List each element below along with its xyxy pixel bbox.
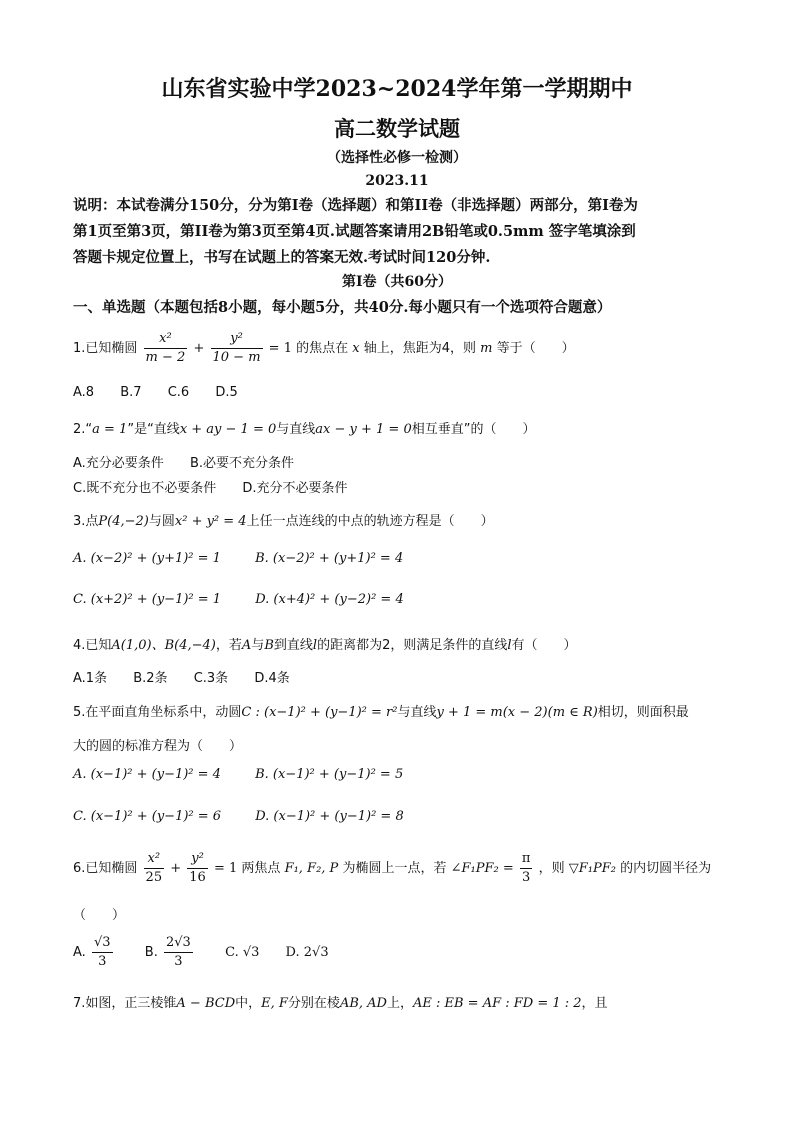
q4-point-a: A bbox=[241, 638, 252, 653]
q6-pi-fraction bbox=[520, 850, 533, 887]
q6-equals: = 1 bbox=[213, 861, 238, 876]
q6-stem-end: 的内切圆半径为 bbox=[620, 861, 712, 876]
q3-point: P(4,−2) bbox=[98, 514, 149, 529]
section-one-heading: 一、单选题（本题包括8小题，每小题5分，共40分.每小题只有一个选项符合题意） bbox=[73, 299, 612, 316]
q4-point-b: B bbox=[264, 638, 274, 653]
q1-numerator-1: x² bbox=[144, 330, 188, 349]
instructions-line-2: 第1页至第3页，第II卷为第3页至第4页.试题答案请用2B铅笔或0.5mm 签字笔填涂到 bbox=[73, 223, 636, 240]
q6-stem-line-2: （ ） bbox=[73, 908, 126, 923]
q1-option-a: A.8 bbox=[73, 385, 95, 400]
q1-plus: + bbox=[193, 341, 205, 356]
q6-stem-mid-3: ，则 bbox=[538, 861, 565, 876]
q3-stem-mid: 与圆 bbox=[148, 514, 175, 529]
q3-option-b: B. (x−2)² + (y+1)² = 4 bbox=[255, 551, 404, 566]
q7-stem-mid: 中， bbox=[235, 996, 262, 1011]
instructions bbox=[73, 193, 723, 271]
q5-option-d: D. (x−1)² + (y−1)² = 8 bbox=[255, 809, 404, 824]
question-4 bbox=[73, 634, 577, 653]
question-1 bbox=[73, 330, 575, 367]
q6-option-b-fraction bbox=[164, 934, 193, 971]
q4-stem-end: 有（ ） bbox=[511, 638, 577, 653]
q6-angle: ∠F₁PF₂ = bbox=[450, 861, 514, 876]
q6-option-c: C. √3 bbox=[225, 945, 260, 960]
q3-circle: x² + y² = 4 bbox=[174, 514, 247, 529]
q7-points-ef: E, F bbox=[261, 996, 288, 1011]
q6-option-a-label: A. bbox=[73, 945, 86, 960]
q6-stem-mid-2: 为椭圆上一点，若 bbox=[342, 861, 447, 876]
exam-subtitle: （选择性必修一检测） bbox=[327, 150, 467, 166]
question-5 bbox=[73, 701, 689, 720]
q2-options-row-2 bbox=[73, 477, 370, 496]
q7-stem-end: ，且 bbox=[581, 996, 608, 1011]
q1-stem-mid-2: 轴上，焦距为4，则 bbox=[363, 341, 477, 356]
q6-option-b-numerator: 2√3 bbox=[164, 934, 193, 953]
q4-stem-mid: ，若 bbox=[215, 638, 242, 653]
q6-stem-start: 6.已知椭圆 bbox=[73, 861, 138, 876]
q7-stem-mid-2: 分别在棱 bbox=[287, 996, 340, 1011]
q6-denominator-1: 25 bbox=[145, 870, 163, 885]
q4-line-l-2: l bbox=[507, 638, 512, 653]
q6-numerator-2: y² bbox=[187, 850, 208, 869]
q3-option-a: A. (x−2)² + (y+1)² = 1 bbox=[73, 551, 221, 566]
q2-options-row-1 bbox=[73, 452, 316, 471]
q3-option-c: C. (x+2)² + (y−1)² = 1 bbox=[73, 592, 222, 607]
q2-line-1: x + ay − 1 = 0 bbox=[179, 422, 277, 437]
q3-option-d: D. (x+4)² + (y−2)² = 4 bbox=[255, 592, 404, 607]
q1-var-x: x bbox=[352, 341, 360, 356]
q2-stem-start: 2.“ bbox=[73, 422, 93, 437]
q6-fraction-2 bbox=[187, 850, 208, 887]
part-one-heading: 第I卷（共60分） bbox=[341, 274, 453, 290]
q3-stem-start: 3.点 bbox=[73, 514, 99, 529]
q6-option-b-label: B. bbox=[144, 945, 158, 960]
exam-date: 2023.11 bbox=[365, 173, 429, 189]
q4-option-a: A.1条 bbox=[73, 671, 108, 686]
q1-denominator-1: m − 2 bbox=[145, 350, 186, 365]
q4-stem-mid-4: 的距离都为2，则满足条件的直线 bbox=[317, 638, 508, 653]
q2-condition: a = 1 bbox=[92, 422, 128, 437]
q7-solid: A − BCD bbox=[176, 996, 236, 1011]
q2-option-d: D.充分不必要条件 bbox=[242, 481, 348, 496]
exam-subject: 高二数学试题 bbox=[334, 116, 460, 141]
q2-stem-mid-2: 与直线 bbox=[276, 422, 316, 437]
q3-stem-end: 上任一点连线的中点的轨迹方程是（ ） bbox=[246, 514, 494, 529]
q5-stem-line-2: 大的圆的标准方程为（ ） bbox=[73, 739, 243, 754]
q5-options-row-2 bbox=[73, 809, 426, 824]
q7-stem-start: 7.如图，正三棱锥 bbox=[73, 996, 177, 1011]
q6-pi-numerator: π bbox=[520, 850, 533, 869]
q6-denominator-2: 16 bbox=[189, 870, 206, 885]
q1-fraction-2 bbox=[211, 330, 263, 367]
q6-options bbox=[73, 934, 329, 971]
exam-title: 山东省实验中学2023~2024学年第一学期期中 bbox=[161, 76, 633, 102]
q1-numerator-2: y² bbox=[211, 330, 263, 349]
q1-fraction-1 bbox=[144, 330, 188, 367]
q6-option-b-denominator: 3 bbox=[174, 954, 183, 969]
q2-stem-end: 相互垂直”的（ ） bbox=[411, 422, 536, 437]
q1-stem-mid: 的焦点在 bbox=[296, 341, 349, 356]
q2-stem-mid: ”是“直线 bbox=[127, 422, 180, 437]
q1-option-c: C.6 bbox=[167, 385, 190, 400]
q6-option-a-numerator: √3 bbox=[92, 934, 113, 953]
q1-stem-start: 1.已知椭圆 bbox=[73, 341, 138, 356]
q4-option-b: B.2条 bbox=[133, 671, 168, 686]
question-3 bbox=[73, 510, 494, 529]
q5-stem-end: 相切，则面积最 bbox=[597, 705, 689, 720]
q5-option-b: B. (x−1)² + (y−1)² = 5 bbox=[255, 767, 404, 782]
q6-pi-denominator: 3 bbox=[522, 870, 531, 885]
q2-option-a: A.充分必要条件 bbox=[73, 456, 164, 471]
q6-foci: F₁, F₂, P bbox=[284, 861, 339, 876]
q4-stem-mid-2: 与 bbox=[251, 638, 265, 653]
q3-options-row-2 bbox=[73, 592, 426, 607]
q5-option-c: C. (x−1)² + (y−1)² = 6 bbox=[73, 809, 222, 824]
q2-option-c: C.既不充分也不必要条件 bbox=[73, 481, 217, 496]
q1-options bbox=[73, 385, 260, 400]
q6-plus: + bbox=[170, 861, 182, 876]
q2-line-2: ax − y + 1 = 0 bbox=[315, 422, 412, 437]
question-6 bbox=[73, 850, 711, 887]
q4-stem-start: 4.已知 bbox=[73, 638, 112, 653]
instructions-line-3: 答题卡规定位置上，书写在试题上的答案无效.考试时间120分钟. bbox=[73, 249, 491, 266]
q3-options-row-1 bbox=[73, 551, 425, 566]
q7-stem-mid-3: 上， bbox=[386, 996, 413, 1011]
q6-numerator-1: x² bbox=[144, 850, 165, 869]
q4-option-c: C.3条 bbox=[193, 671, 229, 686]
q1-option-d: D.5 bbox=[215, 385, 238, 400]
instructions-line-1: 说明：本试卷满分150分，分为第I卷（选择题）和第II卷（非选择题）两部分，第I卷为 bbox=[73, 197, 638, 214]
q1-var-m: m bbox=[480, 341, 493, 356]
q6-fraction-1 bbox=[144, 850, 165, 887]
q4-options bbox=[73, 667, 312, 686]
question-2 bbox=[73, 418, 535, 437]
q6-triangle: ▽F₁PF₂ bbox=[568, 861, 616, 876]
q6-option-d: D. 2√3 bbox=[285, 945, 329, 960]
q1-equals: = 1 bbox=[268, 341, 292, 356]
q1-denominator-2: 10 − m bbox=[212, 350, 261, 365]
q4-option-d: D.4条 bbox=[254, 671, 290, 686]
q4-stem-mid-3: 到直线 bbox=[273, 638, 313, 653]
q5-stem-start: 5.在平面直角坐标系中，动圆 bbox=[73, 705, 242, 720]
q5-options-row-1 bbox=[73, 767, 425, 782]
q5-stem-mid: 与直线 bbox=[397, 705, 437, 720]
q7-edges: AB, AD bbox=[339, 996, 387, 1011]
q1-stem-end: 等于（ ） bbox=[496, 341, 575, 356]
q5-line: y + 1 = m(x − 2)(m ∈ R) bbox=[436, 705, 598, 720]
q7-ratio: AE : EB = AF : FD = 1 : 2 bbox=[412, 996, 582, 1011]
q6-option-a-fraction bbox=[92, 934, 113, 971]
q2-option-b: B.必要不充分条件 bbox=[189, 456, 295, 471]
q6-stem-mid: 两焦点 bbox=[241, 861, 281, 876]
question-7 bbox=[73, 992, 608, 1011]
q5-option-a: A. (x−1)² + (y−1)² = 4 bbox=[73, 767, 221, 782]
q6-option-a-denominator: 3 bbox=[98, 954, 107, 969]
q4-points: A(1,0)、B(4,−4) bbox=[111, 638, 216, 653]
q4-line-l: l bbox=[312, 638, 318, 653]
q1-option-b: B.7 bbox=[120, 385, 142, 400]
q5-circle: C : (x−1)² + (y−1)² = r² bbox=[241, 705, 398, 720]
